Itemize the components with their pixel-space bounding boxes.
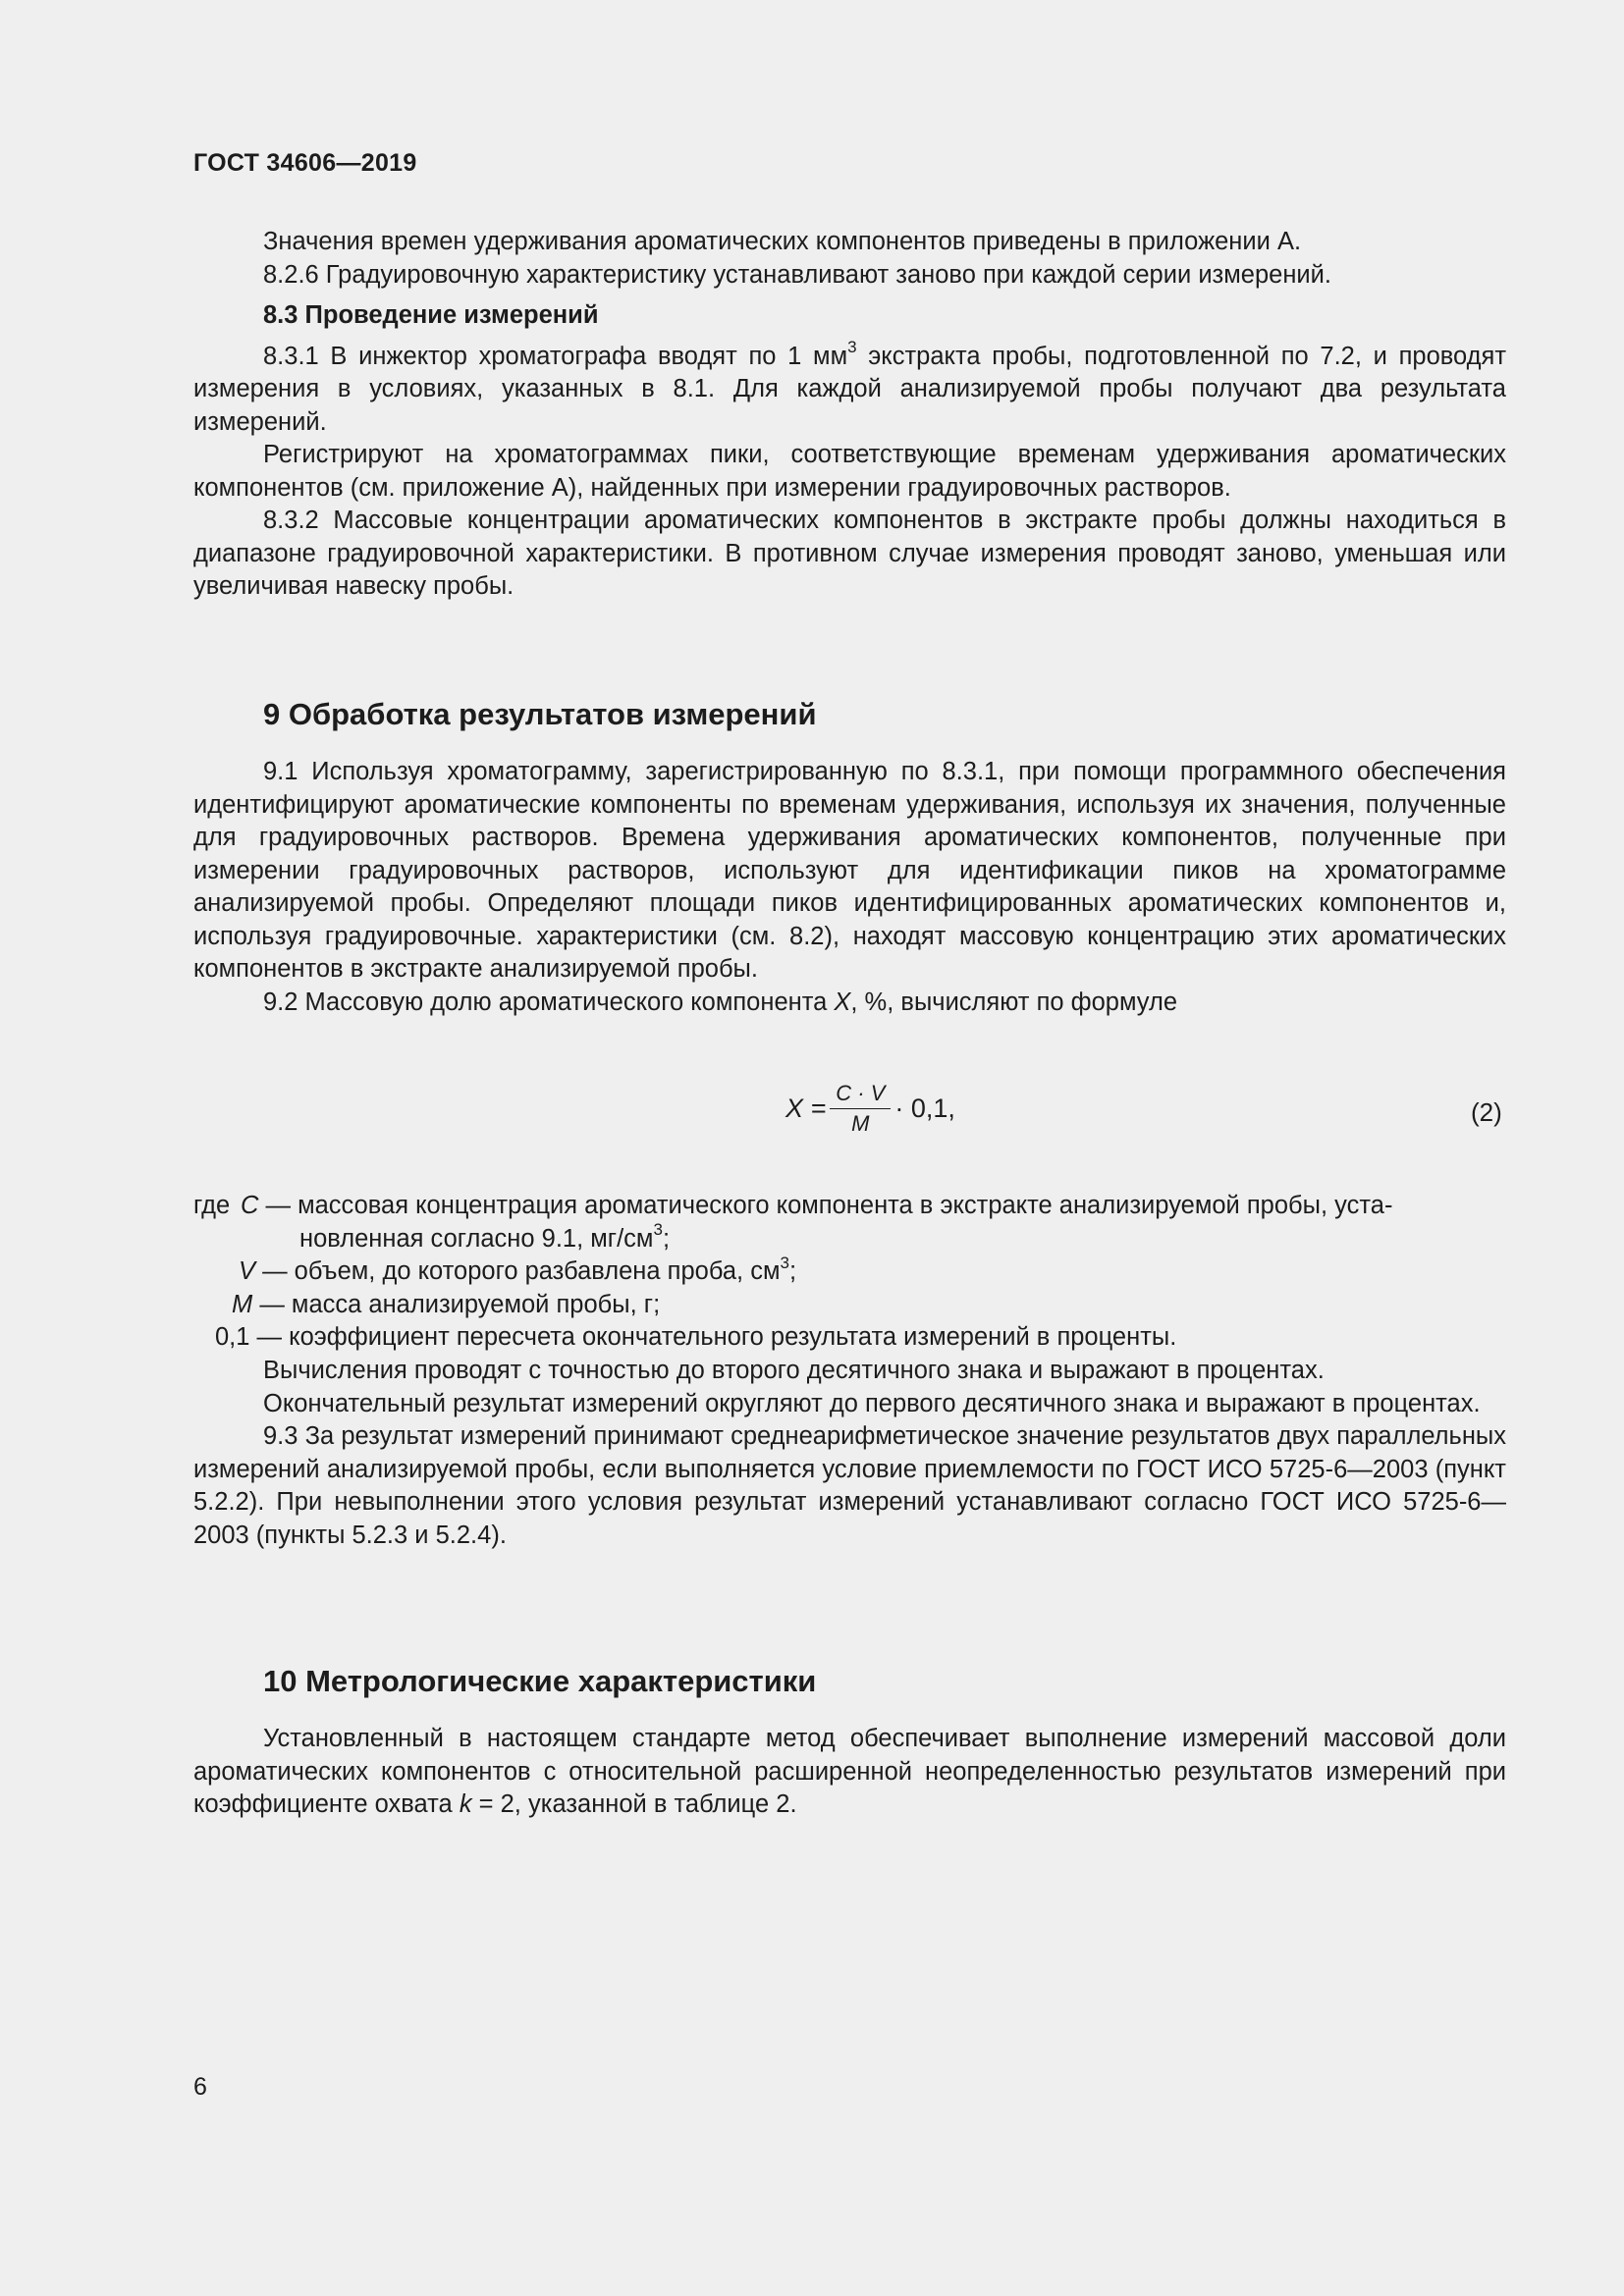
paragraph-10: Установленный в настоящем стандарте метод обеспечивает выполнение измерений массовой доли ароматических компонентов с относительной расширенной неопределенностью результатов измерений при коэффициенте охвата k = 2, указанной в таблице 2.	[193, 1725, 1506, 1818]
formula-rhs: · 0,1,	[894, 1093, 955, 1123]
paragraph-9-1: 9.1 Используя хроматограмму, зарегистрированную по 8.3.1, при помощи программного обеспечения идентифицируют ароматические компоненты по временам удерживания, используя их значения, полученные для градуировочных растворов. Времена удерживания ароматических компонентов, полученные при измерении градуировочных растворов, используют для идентификации пиков на хроматограмме анализируемой пробы. Определяют площади пиков идентифицированных ароматических компонентов и, используя градуировочные. характеристики (см. 8.2), находят массовую концентрацию этих ароматических компонентов в экстракте анализируемой пробы.	[193, 758, 1506, 983]
where-item-factor: 0,1 — коэффициент пересчета окончательного результата измерений в проценты.	[215, 1323, 1177, 1351]
document-code: ГОСТ 34606—2019	[193, 149, 417, 177]
paragraph-register: Регистрируют на хроматограммах пики, соответствующие временам удерживания ароматических компонентов (см. приложение А), найденных при измерении градуировочных растворов.	[193, 441, 1506, 502]
formula-lhs: X =	[785, 1093, 827, 1123]
where-list	[193, 1190, 1506, 1355]
paragraph-round: Окончательный результат измерений округляют до первого десятичного знака и выражают в процентах.	[263, 1389, 1481, 1417]
formula-number: (2)	[1471, 1097, 1502, 1127]
where-item-c-continued: новленная согласно 9.1, $мг/см^3$;	[299, 1220, 671, 1253]
where-item-m: M — масса анализируемой пробы, г;	[232, 1290, 661, 1318]
paragraph-retention: Значения времен удерживания ароматических компонентов приведены в приложении А.	[263, 228, 1302, 255]
paragraph-calc: Вычисления проводят с точностью до второго десятичного знака и выражают в процентах.	[263, 1357, 1325, 1384]
where-item-c: где C — массовая концентрация ароматического компонента в экстракте анализируемой пробы, уста-	[193, 1192, 1393, 1219]
where-word: где	[193, 1192, 231, 1219]
section-9-block	[193, 756, 1506, 1019]
subsection-8-3-title: 8.3 Проведение измерений	[263, 301, 599, 329]
paragraph-8-2-6: 8.2.6 Градуировочную характеристику устанавливают заново при каждой серии измерений.	[263, 260, 1331, 289]
paragraph-9-3: 9.3 За результат измерений принимают среднеарифметическое значение результатов двух параллельных измерений анализируемой пробы, если выполняется условие приемлемости по ГОСТ ИСО 5725-6—2003 (пункт 5.2.2). При невыполнении этого условия результат измерений устанавливают согласно ГОСТ ИСО 5725-6—2003 (пункты 5.2.3 и 5.2.4).	[193, 1422, 1506, 1549]
paragraph-9-2: 9.2 Массовую долю ароматического компонента X, %, вычисляют по формуле	[263, 988, 1178, 1016]
section-10-title: 10 Метрологические характеристики	[263, 1664, 817, 1698]
paragraph-8-3-1: 8.3.1 В инжектор хроматографа вводят по 1 $мм^3$ экстракта пробы, подготовленной по 7.2, и проводят измерения в условиях, указанных в 8.1. Для каждой анализируемой пробы получают два результата измерений.	[193, 338, 1506, 436]
formula-2	[785, 1074, 955, 1143]
formula-denominator: M	[851, 1110, 870, 1136]
formula-numerator: C · V	[830, 1081, 891, 1109]
where-item-v: V — объем, до которого разбавлена проба, $см^3$;	[239, 1253, 797, 1285]
section-9-title: 9 Обработка результатов измерений	[263, 697, 817, 731]
paragraph-8-3-2: 8.3.2 Массовые концентрации ароматических компонентов в экстракте пробы должны находиться в диапазоне градуировочной характеристики. В противном случае измерения проводят заново, уменьшая или увеличивая навеску пробы.	[193, 507, 1506, 600]
section-8-block	[193, 226, 1506, 604]
section-10-block	[193, 1723, 1506, 1822]
section-9-tail-block	[193, 1355, 1506, 1552]
page-number: 6	[193, 2073, 207, 2101]
formula-fraction	[830, 1081, 891, 1137]
